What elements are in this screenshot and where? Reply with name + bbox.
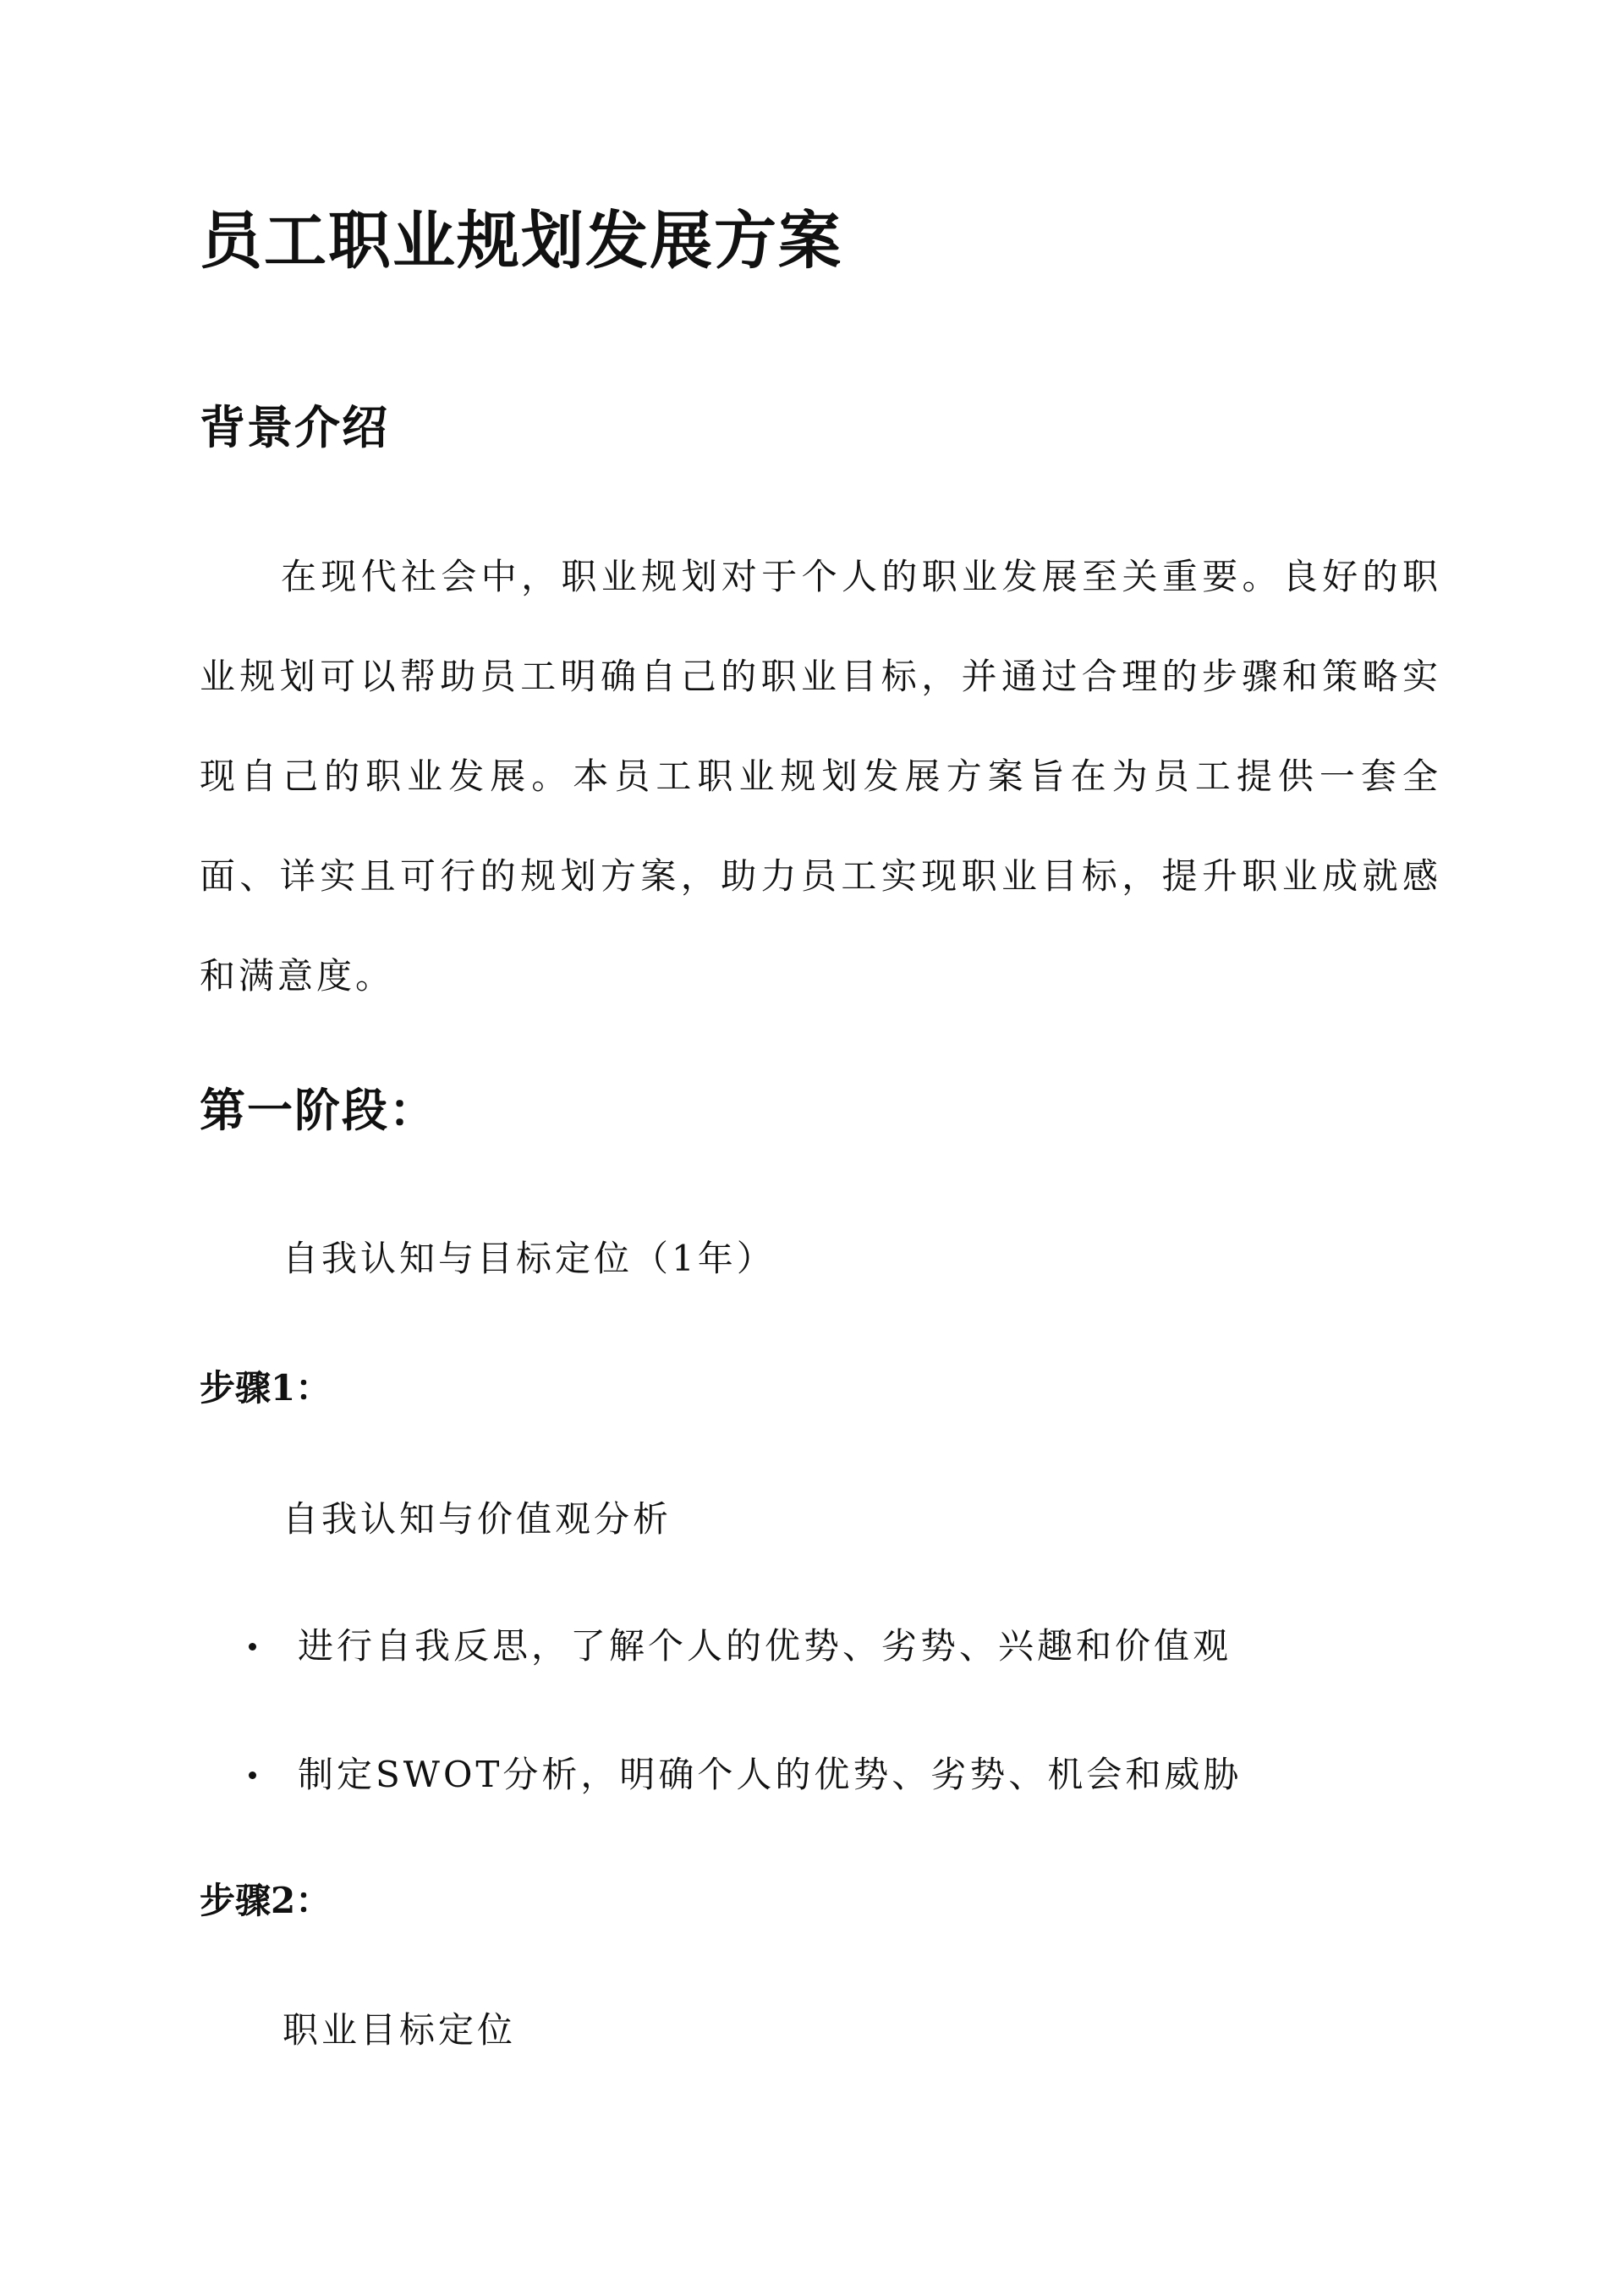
step2-heading: 步骤2：	[200, 1880, 332, 1921]
document-title: 员工职业规划发展方案	[200, 205, 842, 277]
bullet-dot-icon	[249, 1643, 256, 1651]
bullet-dot-icon	[249, 1771, 256, 1779]
background-heading: 背景介绍	[200, 400, 389, 454]
list-item	[200, 1623, 1242, 1670]
step1-bullet-list	[200, 1623, 1242, 1799]
step1-heading: 步骤1：	[200, 1367, 332, 1409]
bullet-text: 进行自我反思，了解个人的优势、劣势、兴趣和价值观	[298, 1625, 1232, 1667]
background-paragraph: 在现代社会中，职业规划对于个人的职业发展至关重要。良好的职业规划可以帮助员工明确自己的职业目标，并通过合理的步骤和策略实现自己的职业发展。本员工职业规划发展方案旨在为员工提供一套全面、详实且可行的规划方案，助力员工实现职业目标，提升职业成就感和满意度。	[200, 556, 1441, 997]
step2-subtitle: 职业目标定位	[283, 2009, 517, 2051]
stage1-heading: 第一阶段：	[200, 1083, 436, 1137]
bullet-text: 制定SWOT分析，明确个人的优势、劣势、机会和威胁	[298, 1754, 1243, 1795]
stage1-subtitle: 自我认知与目标定位（1年）	[283, 1238, 776, 1279]
step1-subtitle: 自我认知与价值观分析	[283, 1498, 672, 1540]
list-item	[200, 1751, 1242, 1799]
